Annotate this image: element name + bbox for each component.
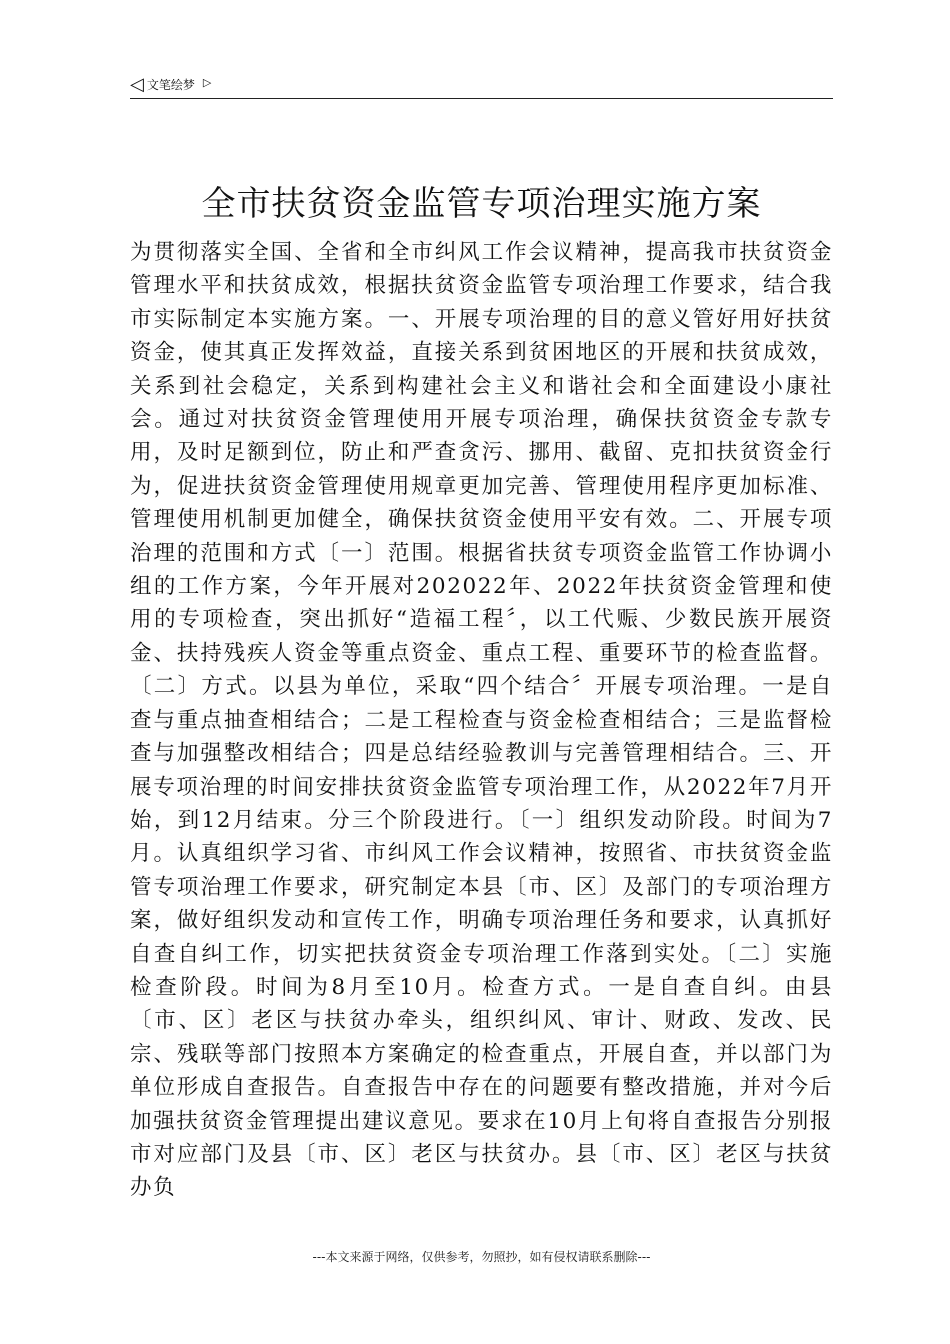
document-body: 为贯彻落实全国、全省和全市纠风工作会议精神，提高我市扶贫资金管理水平和扶贫成效，根据扶贫资金监管专项治理工作要求，结合我市实际制定本实施方案。一、开展专项治理的目的意义管好用好扶贫资金，使其真正发挥效益，直接关系到贫困地区的开展和扶贫成效，关系到社会稳定，关系到构建社会主义和谐社会和全面建设小康社会。通过对扶贫资金管理使用开展专项治理，确保扶贫资金专款专用，及时足额到位，防止和严查贪污、挪用、截留、克扣扶贫资金行为，促进扶贫资金管理使用规章更加完善、管理使用程序更加标准、管理使用机制更加健全，确保扶贫资金使用平安有效。二、开展专项治理的范围和方式〔一〕范围。根据省扶贫专项资金监管工作协调小组的工作方案，今年开展对202022年、2022年扶贫资金管理和使用的专项检查，突出抓好“造福工程〞，以工代赈、少数民族开展资金、扶持残疾人资金等重点资金、重点工程、重要环节的检查监督。〔二〕方式。以县为单位，采取“四个结合〞开展专项治理。一是自查与重点抽查相结合；二是工程检查与资金检查相结合；三是监督检查与加强整改相结合；四是总结经验教训与完善管理相结合。三、开展专项治理的时间安排扶贫资金监管专项治理工作，从2022年7月开始，到12月结束。分三个阶段进行。〔一〕组织发动阶段。时间为7月。认真组织学习省、市纠风工作会议精神，按照省、市扶贫资金监管专项治理工作要求，研究制定本县〔市、区〕及部门的专项治理方案，做好组织发动和宣传工作，明确专项治理任务和要求，认真抓好自查自纠工作，切实把扶贫资金专项治理工作落到实处。〔二〕实施检查阶段。时间为8月至10月。检查方式。一是自查自纠。由县〔市、区〕老区与扶贫办牵头，组织纠风、审计、财政、发改、民宗、残联等部门按照本方案确定的检查重点，开展自查，并以部门为单位形成自查报告。自查报告中存在的问题要有整改措施，并对今后加强扶贫资金管理提出建议意见。要求在10月上旬将自查报告分别报市对应部门及县〔市、区〕老区与扶贫办。县〔市、区〕老区与扶贫办负 xyxy=(130,240,833,1201)
footer-disclaimer: ---本文来源于网络，仅供参考，勿照抄，如有侵权请联系删除--- xyxy=(312,1250,651,1264)
left-triangle-icon: ◁ xyxy=(130,74,144,95)
right-triangle-icon: ▷ xyxy=(202,75,212,89)
header-brand-group xyxy=(130,76,211,94)
document-title: 全市扶贫资金监管专项治理实施方案 xyxy=(201,184,762,224)
header-brand-text: 文笔绘梦 xyxy=(146,78,195,92)
page-header xyxy=(130,74,833,99)
